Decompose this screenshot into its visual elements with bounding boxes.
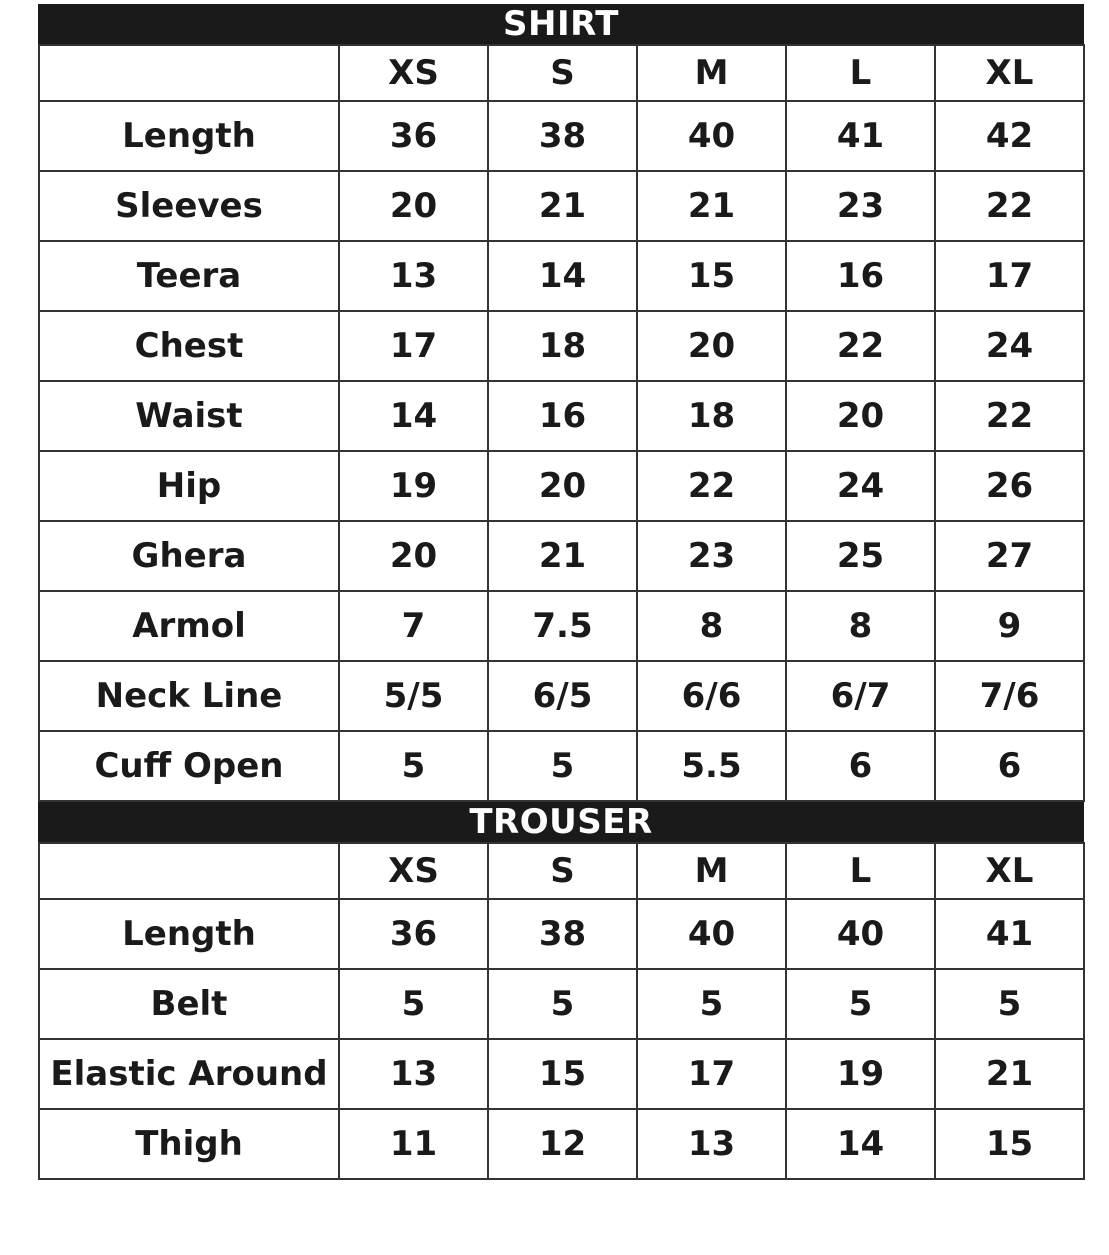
measurement-value: 15 — [935, 1109, 1084, 1179]
size-header-xs: XS — [339, 45, 488, 101]
table-row — [39, 171, 1084, 241]
measurement-label: Elastic Around — [39, 1039, 339, 1109]
measurement-label: Neck Line — [39, 661, 339, 731]
header-corner-cell — [39, 843, 339, 899]
measurement-value: 22 — [935, 381, 1084, 451]
measurement-value: 14 — [786, 1109, 935, 1179]
measurement-value: 38 — [488, 899, 637, 969]
measurement-value: 18 — [637, 381, 786, 451]
measurement-value: 13 — [339, 1039, 488, 1109]
measurement-label: Thigh — [39, 1109, 339, 1179]
measurement-label: Chest — [39, 311, 339, 381]
measurement-label: Ghera — [39, 521, 339, 591]
measurement-value: 5 — [637, 969, 786, 1039]
measurement-label: Waist — [39, 381, 339, 451]
measurement-label: Length — [39, 101, 339, 171]
measurement-value: 24 — [935, 311, 1084, 381]
measurement-value: 40 — [637, 101, 786, 171]
measurement-value: 6/6 — [637, 661, 786, 731]
table-row — [39, 969, 1084, 1039]
measurement-value: 17 — [637, 1039, 786, 1109]
measurement-value: 21 — [935, 1039, 1084, 1109]
measurement-value: 38 — [488, 101, 637, 171]
table-row — [39, 451, 1084, 521]
measurement-label: Armol — [39, 591, 339, 661]
measurement-value: 16 — [488, 381, 637, 451]
measurement-value: 16 — [786, 241, 935, 311]
measurement-label: Length — [39, 899, 339, 969]
measurement-value: 40 — [786, 899, 935, 969]
measurement-value: 5 — [488, 969, 637, 1039]
measurement-value: 15 — [637, 241, 786, 311]
measurement-value: 5 — [488, 731, 637, 801]
table-row — [39, 101, 1084, 171]
measurement-value: 5 — [339, 969, 488, 1039]
measurement-value: 17 — [339, 311, 488, 381]
measurement-value: 7 — [339, 591, 488, 661]
measurement-label: Cuff Open — [39, 731, 339, 801]
measurement-value: 20 — [339, 171, 488, 241]
measurement-value: 19 — [339, 451, 488, 521]
size-header-xs: XS — [339, 843, 488, 899]
measurement-value: 20 — [488, 451, 637, 521]
size-header-xl: XL — [935, 843, 1084, 899]
header-row — [39, 843, 1084, 899]
measurement-label: Teera — [39, 241, 339, 311]
shirt-size-table — [38, 44, 1085, 802]
table-row — [39, 1039, 1084, 1109]
measurement-value: 13 — [637, 1109, 786, 1179]
measurement-value: 6/7 — [786, 661, 935, 731]
measurement-value: 23 — [786, 171, 935, 241]
measurement-value: 36 — [339, 899, 488, 969]
measurement-value: 6/5 — [488, 661, 637, 731]
table-row — [39, 591, 1084, 661]
measurement-value: 24 — [786, 451, 935, 521]
shirt-section-title: SHIRT — [38, 4, 1084, 44]
measurement-value: 7/6 — [935, 661, 1084, 731]
measurement-value: 21 — [637, 171, 786, 241]
measurement-value: 41 — [935, 899, 1084, 969]
measurement-value: 21 — [488, 171, 637, 241]
measurement-value: 9 — [935, 591, 1084, 661]
measurement-value: 5 — [786, 969, 935, 1039]
measurement-value: 6 — [786, 731, 935, 801]
table-row — [39, 899, 1084, 969]
measurement-value: 6 — [935, 731, 1084, 801]
measurement-value: 8 — [786, 591, 935, 661]
measurement-value: 15 — [488, 1039, 637, 1109]
measurement-value: 27 — [935, 521, 1084, 591]
measurement-value: 11 — [339, 1109, 488, 1179]
table-row — [39, 731, 1084, 801]
size-chart — [38, 4, 1084, 1180]
measurement-label: Belt — [39, 969, 339, 1039]
measurement-value: 5/5 — [339, 661, 488, 731]
measurement-value: 14 — [339, 381, 488, 451]
measurement-value: 42 — [935, 101, 1084, 171]
measurement-value: 22 — [786, 311, 935, 381]
measurement-value: 20 — [786, 381, 935, 451]
measurement-value: 40 — [637, 899, 786, 969]
measurement-value: 5 — [339, 731, 488, 801]
measurement-value: 20 — [637, 311, 786, 381]
measurement-value: 26 — [935, 451, 1084, 521]
measurement-value: 22 — [935, 171, 1084, 241]
measurement-value: 19 — [786, 1039, 935, 1109]
size-header-xl: XL — [935, 45, 1084, 101]
measurement-value: 7.5 — [488, 591, 637, 661]
trouser-section-title: TROUSER — [38, 802, 1084, 842]
header-row — [39, 45, 1084, 101]
table-row — [39, 241, 1084, 311]
trouser-size-table — [38, 842, 1085, 1180]
measurement-value: 20 — [339, 521, 488, 591]
size-header-s: S — [488, 843, 637, 899]
size-header-m: M — [637, 843, 786, 899]
size-header-m: M — [637, 45, 786, 101]
measurement-value: 5 — [935, 969, 1084, 1039]
measurement-value: 21 — [488, 521, 637, 591]
measurement-value: 13 — [339, 241, 488, 311]
measurement-label: Sleeves — [39, 171, 339, 241]
measurement-value: 18 — [488, 311, 637, 381]
measurement-value: 12 — [488, 1109, 637, 1179]
measurement-label: Hip — [39, 451, 339, 521]
header-corner-cell — [39, 45, 339, 101]
table-row — [39, 311, 1084, 381]
table-row — [39, 381, 1084, 451]
measurement-value: 23 — [637, 521, 786, 591]
table-row — [39, 521, 1084, 591]
size-header-l: L — [786, 45, 935, 101]
measurement-value: 22 — [637, 451, 786, 521]
size-header-l: L — [786, 843, 935, 899]
measurement-value: 5.5 — [637, 731, 786, 801]
size-header-s: S — [488, 45, 637, 101]
measurement-value: 17 — [935, 241, 1084, 311]
measurement-value: 41 — [786, 101, 935, 171]
table-row — [39, 661, 1084, 731]
measurement-value: 8 — [637, 591, 786, 661]
table-row — [39, 1109, 1084, 1179]
measurement-value: 14 — [488, 241, 637, 311]
measurement-value: 36 — [339, 101, 488, 171]
measurement-value: 25 — [786, 521, 935, 591]
